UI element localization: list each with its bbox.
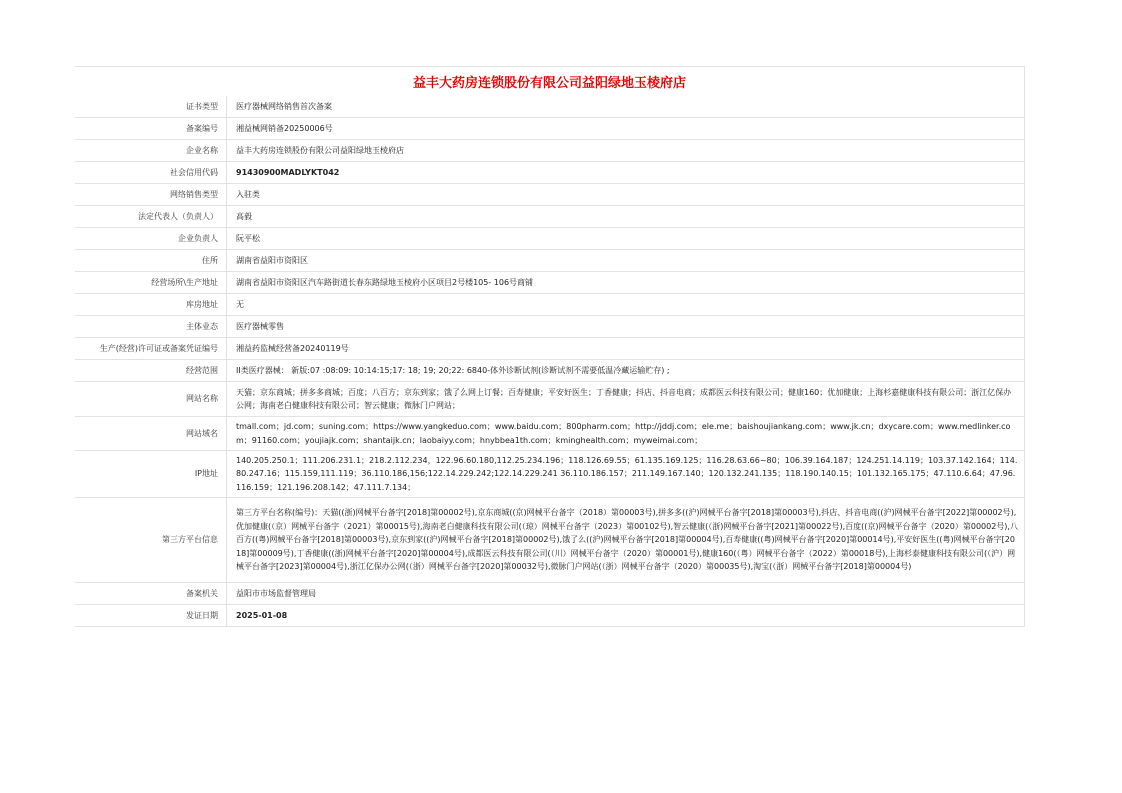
field-label: 经营范围 [75, 360, 227, 382]
field-label: 社会信用代码 [75, 162, 227, 184]
table-row [75, 96, 1025, 118]
field-label: 经营场所\生产地址 [75, 272, 227, 294]
field-label: 住所 [75, 250, 227, 272]
field-value: 湖南省益阳市资阳区 [227, 250, 1025, 272]
table-row [75, 316, 1025, 338]
table-row [75, 605, 1025, 627]
field-value: 91430900MADLYKT042 [227, 162, 1025, 184]
table-row [75, 272, 1025, 294]
table-row [75, 250, 1025, 272]
field-value: 阮平松 [227, 228, 1025, 250]
field-value: 140.205.250.1；111.206.231.1；218.2.112.234，122.96.60.180,112.25.234.196；118.126.69.55；61.135.169.125；116.28.63.66~80；106.39.164.187；124.251.14.119；103.37.142.164；114.80.247.16；115.159,111.119；36.110.186,156;122.14.229.242;122.14.229.241 36.110.186.157；211.149.167.140；120.132.241.135；118.190.140.15；101.132.165.175；47.110.6.64；47.96.116.159；121.196.208.142；47.111.7.134； [227, 451, 1025, 498]
table-row [75, 140, 1025, 162]
field-label: 网站名称 [75, 382, 227, 417]
field-label: 企业名称 [75, 140, 227, 162]
table-row [75, 228, 1025, 250]
field-value: 湖南省益阳市资阳区汽车路街道长春东路绿地玉棱府小区项目2号楼105- 106号商铺 [227, 272, 1025, 294]
field-value: 无 [227, 294, 1025, 316]
field-value: tmall.com；jd.com；suning.com；https://www.yangkeduo.com；www.baidu.com；800pharm.com；http://jddj.com；ele.me；baishoujiankang.com；www.jk.cn；dxycare.com；www.medlinker.com；91160.com；youjiajk.com；shantaijk.cn；laobaiyy.com；hnybbea1th.com；kminghealth.com；myweimai.com； [227, 417, 1025, 451]
field-label: 生产(经营)许可证或备案凭证编号 [75, 338, 227, 360]
table-row [75, 206, 1025, 228]
field-label: 证书类型 [75, 96, 227, 118]
field-label: 第三方平台信息 [75, 498, 227, 583]
field-label: 法定代表人（负责人） [75, 206, 227, 228]
certificate-table [75, 96, 1025, 627]
table-row [75, 417, 1025, 451]
company-title: 益丰大药房连锁股份有限公司益阳绿地玉棱府店 [412, 76, 686, 91]
field-value: 益丰大药房连锁股份有限公司益阳绿地玉棱府店 [227, 140, 1025, 162]
field-value: 湘益药监械经营备20240119号 [227, 338, 1025, 360]
field-label: 发证日期 [75, 605, 227, 627]
table-row [75, 451, 1025, 498]
table-row [75, 360, 1025, 382]
field-value: 2025-01-08 [227, 605, 1025, 627]
certificate-sheet [75, 66, 1025, 627]
field-value: 湘益械网销备20250006号 [227, 118, 1025, 140]
field-value: 医疗器械网络销售首次备案 [227, 96, 1025, 118]
field-label: 主体业态 [75, 316, 227, 338]
table-row [75, 294, 1025, 316]
title-row [75, 66, 1025, 96]
field-label: 备案编号 [75, 118, 227, 140]
field-label: IP地址 [75, 451, 227, 498]
field-value: 第三方平台名称(编号)：天猫((浙)网械平台备字[2018]第00002号),京东商城((京)网械平台备字（2018）第00003号),拼多多((沪)网械平台备字[2018]第00003号),抖店、抖音电商((沪)网械平台备字[2022]第00002号),优加健康(（京）网械平台备字（2021）第00015号),海南老白健康科技有限公司(（琼）网械平台备字（2023）第00102号),智云健康(（浙)网械平台备字[2021]第00022号),百度((京)网械平台备字（2020）第00002号),八百方((粤)网械平台备字[2018]第00003号),京东到家((沪)网械平台备字[2018]第00002号),饿了么((沪)网械平台备字[2018]第00004号),百寿健康((粤)网械平台备字[2020]第00014号),平安好医生((粤)网械平台备字[2018]第00009号),丁香健康((浙)网械平台备字[2020]第00004号),成都医云科技有限公司(（川）网械平台备字（2020）第00001号),健康160(（粤）网械平台备字（2022）第00018号),上海杉泰健康科技有限公司(（沪）网械平台备字[2023]第00004号),浙江亿保办公网(（浙）网械平台备字[2020]第00032号),微脉门户网站(（浙）网械平台备字（2020）第00035号),淘宝(（浙）网械平台备字[2018]第00004号) [227, 498, 1025, 583]
field-value: 天猫；京东商城；拼多多商城；百度；八百方；京东到家；饿了么网上订餐；百寿健康；平安好医生；丁香健康；抖店、抖音电商；成都医云科技有限公司；健康160；优加健康；上海杉嘉健康科技有限公司；浙江亿保办公网；海南老白健康科技有限公司；智云健康；微脉门户网站； [227, 382, 1025, 417]
field-value: 高毅 [227, 206, 1025, 228]
field-value: II类医疗器械： 新版:07 :08:09: 10:14:15;17: 18; 19; 20;22: 6840-体外诊断试剂(诊断试剂不需要低温冷藏运输贮存) ; [227, 360, 1025, 382]
field-value: 医疗器械零售 [227, 316, 1025, 338]
field-label: 企业负责人 [75, 228, 227, 250]
table-row [75, 382, 1025, 417]
table-row [75, 118, 1025, 140]
field-label: 网站域名 [75, 417, 227, 451]
field-label: 备案机关 [75, 583, 227, 605]
field-value: 入驻类 [227, 184, 1025, 206]
field-label: 网络销售类型 [75, 184, 227, 206]
field-label: 库房地址 [75, 294, 227, 316]
table-row [75, 184, 1025, 206]
table-row [75, 338, 1025, 360]
table-row [75, 498, 1025, 583]
table-row [75, 583, 1025, 605]
table-row [75, 162, 1025, 184]
field-value: 益阳市市场监督管理局 [227, 583, 1025, 605]
